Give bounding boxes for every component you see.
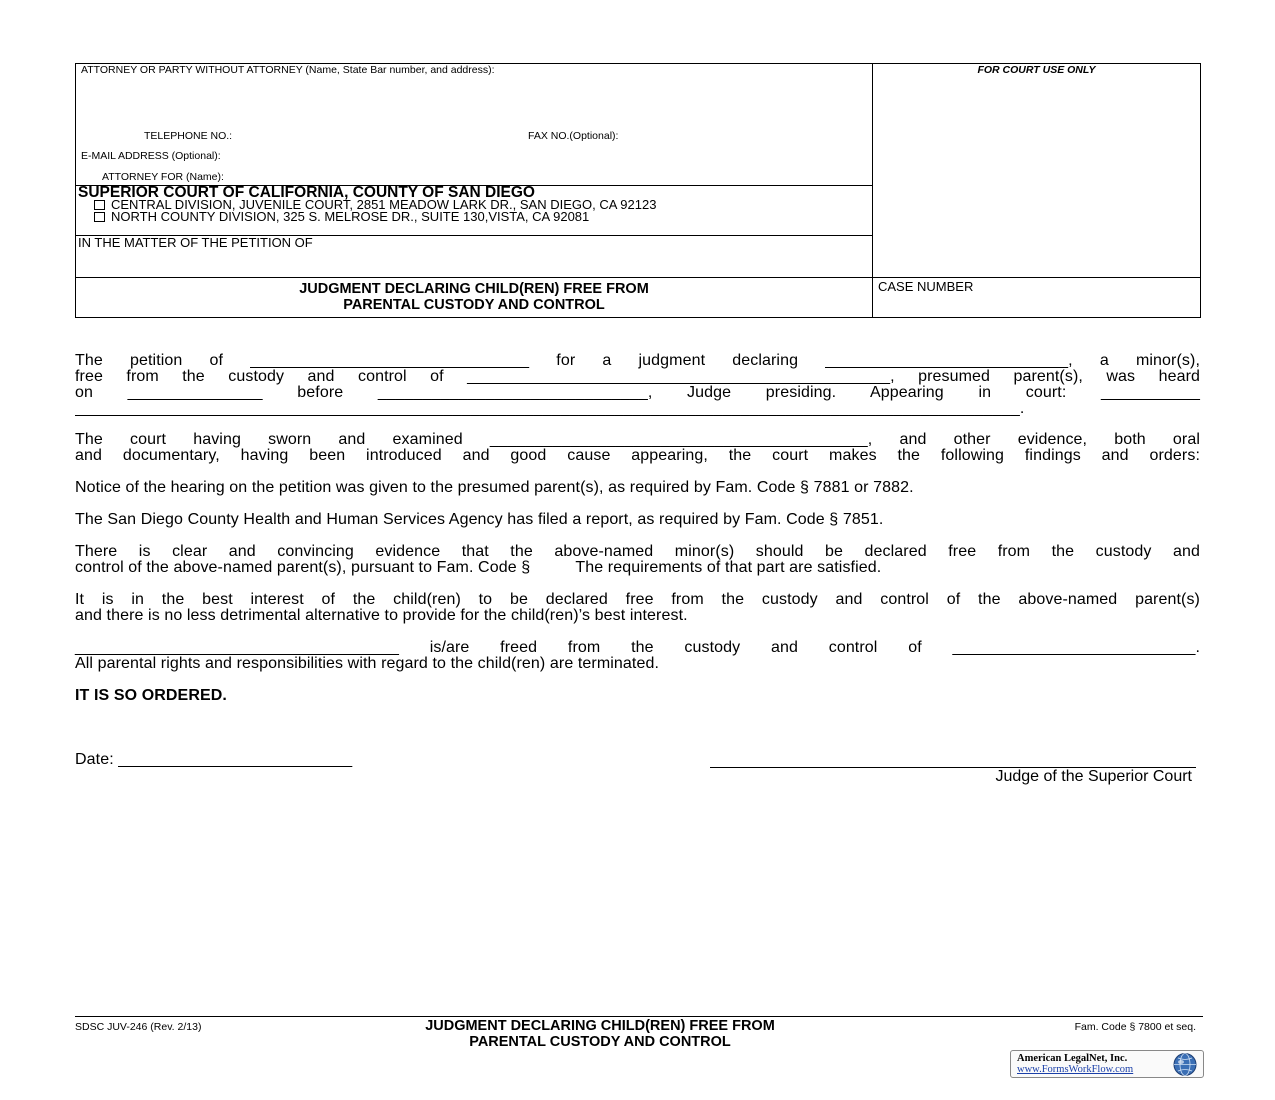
p2-line1: The court having sworn and examined __________________________________________, and other evidence, both oral	[75, 431, 1200, 448]
p2-line2: and documentary, having been introduced and good cause appearing, the court makes the following findings and orders:	[75, 447, 1200, 464]
form-title-line2: PARENTAL CUSTODY AND CONTROL	[343, 297, 605, 313]
attorney-box	[75, 63, 873, 186]
matter-label: IN THE MATTER OF THE PETITION OF	[78, 235, 313, 250]
footer-title-line2: PARENTAL CUSTODY AND CONTROL	[469, 1034, 731, 1050]
globe-icon	[1169, 1052, 1201, 1077]
attorney-for-label: ATTORNEY FOR (Name):	[102, 171, 224, 183]
division-north-label: NORTH COUNTY DIVISION, 325 S. MELROSE DR., SUITE 130,VISTA, CA 92081	[111, 209, 590, 224]
division-north-row[interactable]	[94, 210, 589, 223]
legalnet-badge[interactable]	[1010, 1050, 1204, 1078]
court-use-label: FOR COURT USE ONLY	[977, 64, 1096, 76]
p1-line2: free from the custody and control of _______________________________________________, presumed parent(s), was heard	[75, 368, 1200, 385]
p5-line1: There is clear and convincing evidence that the above-named minor(s) should be declared free from the custody and	[75, 543, 1200, 560]
court-use-box	[872, 63, 1201, 278]
attorney-label: ATTORNEY OR PARTY WITHOUT ATTORNEY (Name, State Bar number, and address):	[81, 64, 495, 76]
footer-title-line1: JUDGMENT DECLARING CHILD(REN) FREE FROM	[425, 1018, 775, 1034]
email-label: E-MAIL ADDRESS (Optional):	[81, 150, 221, 162]
division-central-checkbox[interactable]	[94, 200, 105, 210]
p6-line1: It is in the best interest of the child(ren) to be declared free from the custody and control of the above-named parent(s)	[75, 591, 1200, 608]
date-field: Date: __________________________	[75, 751, 353, 768]
p1-line3: on _______________ before ______________________________, Judge presiding. Appearing in court: ___________	[75, 384, 1200, 401]
court-name: SUPERIOR COURT OF CALIFORNIA, COUNTY OF SAN DIEGO	[78, 184, 535, 201]
telephone-label: TELEPHONE NO.:	[144, 130, 233, 142]
form-id: SDSC JUV-246 (Rev. 2/13)	[75, 1021, 202, 1033]
so-ordered: IT IS SO ORDERED.	[75, 687, 227, 704]
p7-line1: ____________________________________ is/are freed from the custody and control of ___________________________.	[75, 639, 1200, 656]
p7-line2: All parental rights and responsibilities with regard to the child(ren) are terminated.	[75, 655, 659, 672]
badge-url[interactable]: www.FormsWorkFlow.com	[1017, 1064, 1134, 1075]
case-number-label: CASE NUMBER	[878, 279, 974, 294]
p1-line4: _________________________________________________________________________________________________________.	[75, 401, 1025, 417]
division-central-label: CENTRAL DIVISION, JUVENILE COURT, 2851 MEADOW LARK DR., SAN DIEGO, CA 92123	[111, 197, 657, 212]
p6-line2: and there is no less detrimental alternative to provide for the child(ren)’s best interest.	[75, 607, 688, 624]
judge-label: Judge of the Superior Court	[995, 768, 1192, 785]
p4: The San Diego County Health and Human Services Agency has filed a report, as required by Fam. Code § 7851.	[75, 511, 884, 528]
code-reference: Fam. Code § 7800 et seq.	[1074, 1021, 1196, 1033]
badge-company: American LegalNet, Inc.	[1017, 1053, 1128, 1064]
form-title-line1: JUDGMENT DECLARING CHILD(REN) FREE FROM	[299, 281, 649, 297]
p1-line1: The petition of _______________________________ for a judgment declaring ___________________________, a minor(s),	[75, 352, 1200, 369]
division-north-checkbox[interactable]	[94, 212, 105, 222]
footer-divider	[75, 1016, 1203, 1017]
p3: Notice of the hearing on the petition was given to the presumed parent(s), as required by Fam. Code § 7881 or 7882.	[75, 479, 914, 496]
p5-line2: control of the above-named parent(s), pursuant to Fam. Code § The requirements of that part are satisfied.	[75, 559, 882, 576]
fax-label: FAX NO.(Optional):	[528, 130, 619, 142]
